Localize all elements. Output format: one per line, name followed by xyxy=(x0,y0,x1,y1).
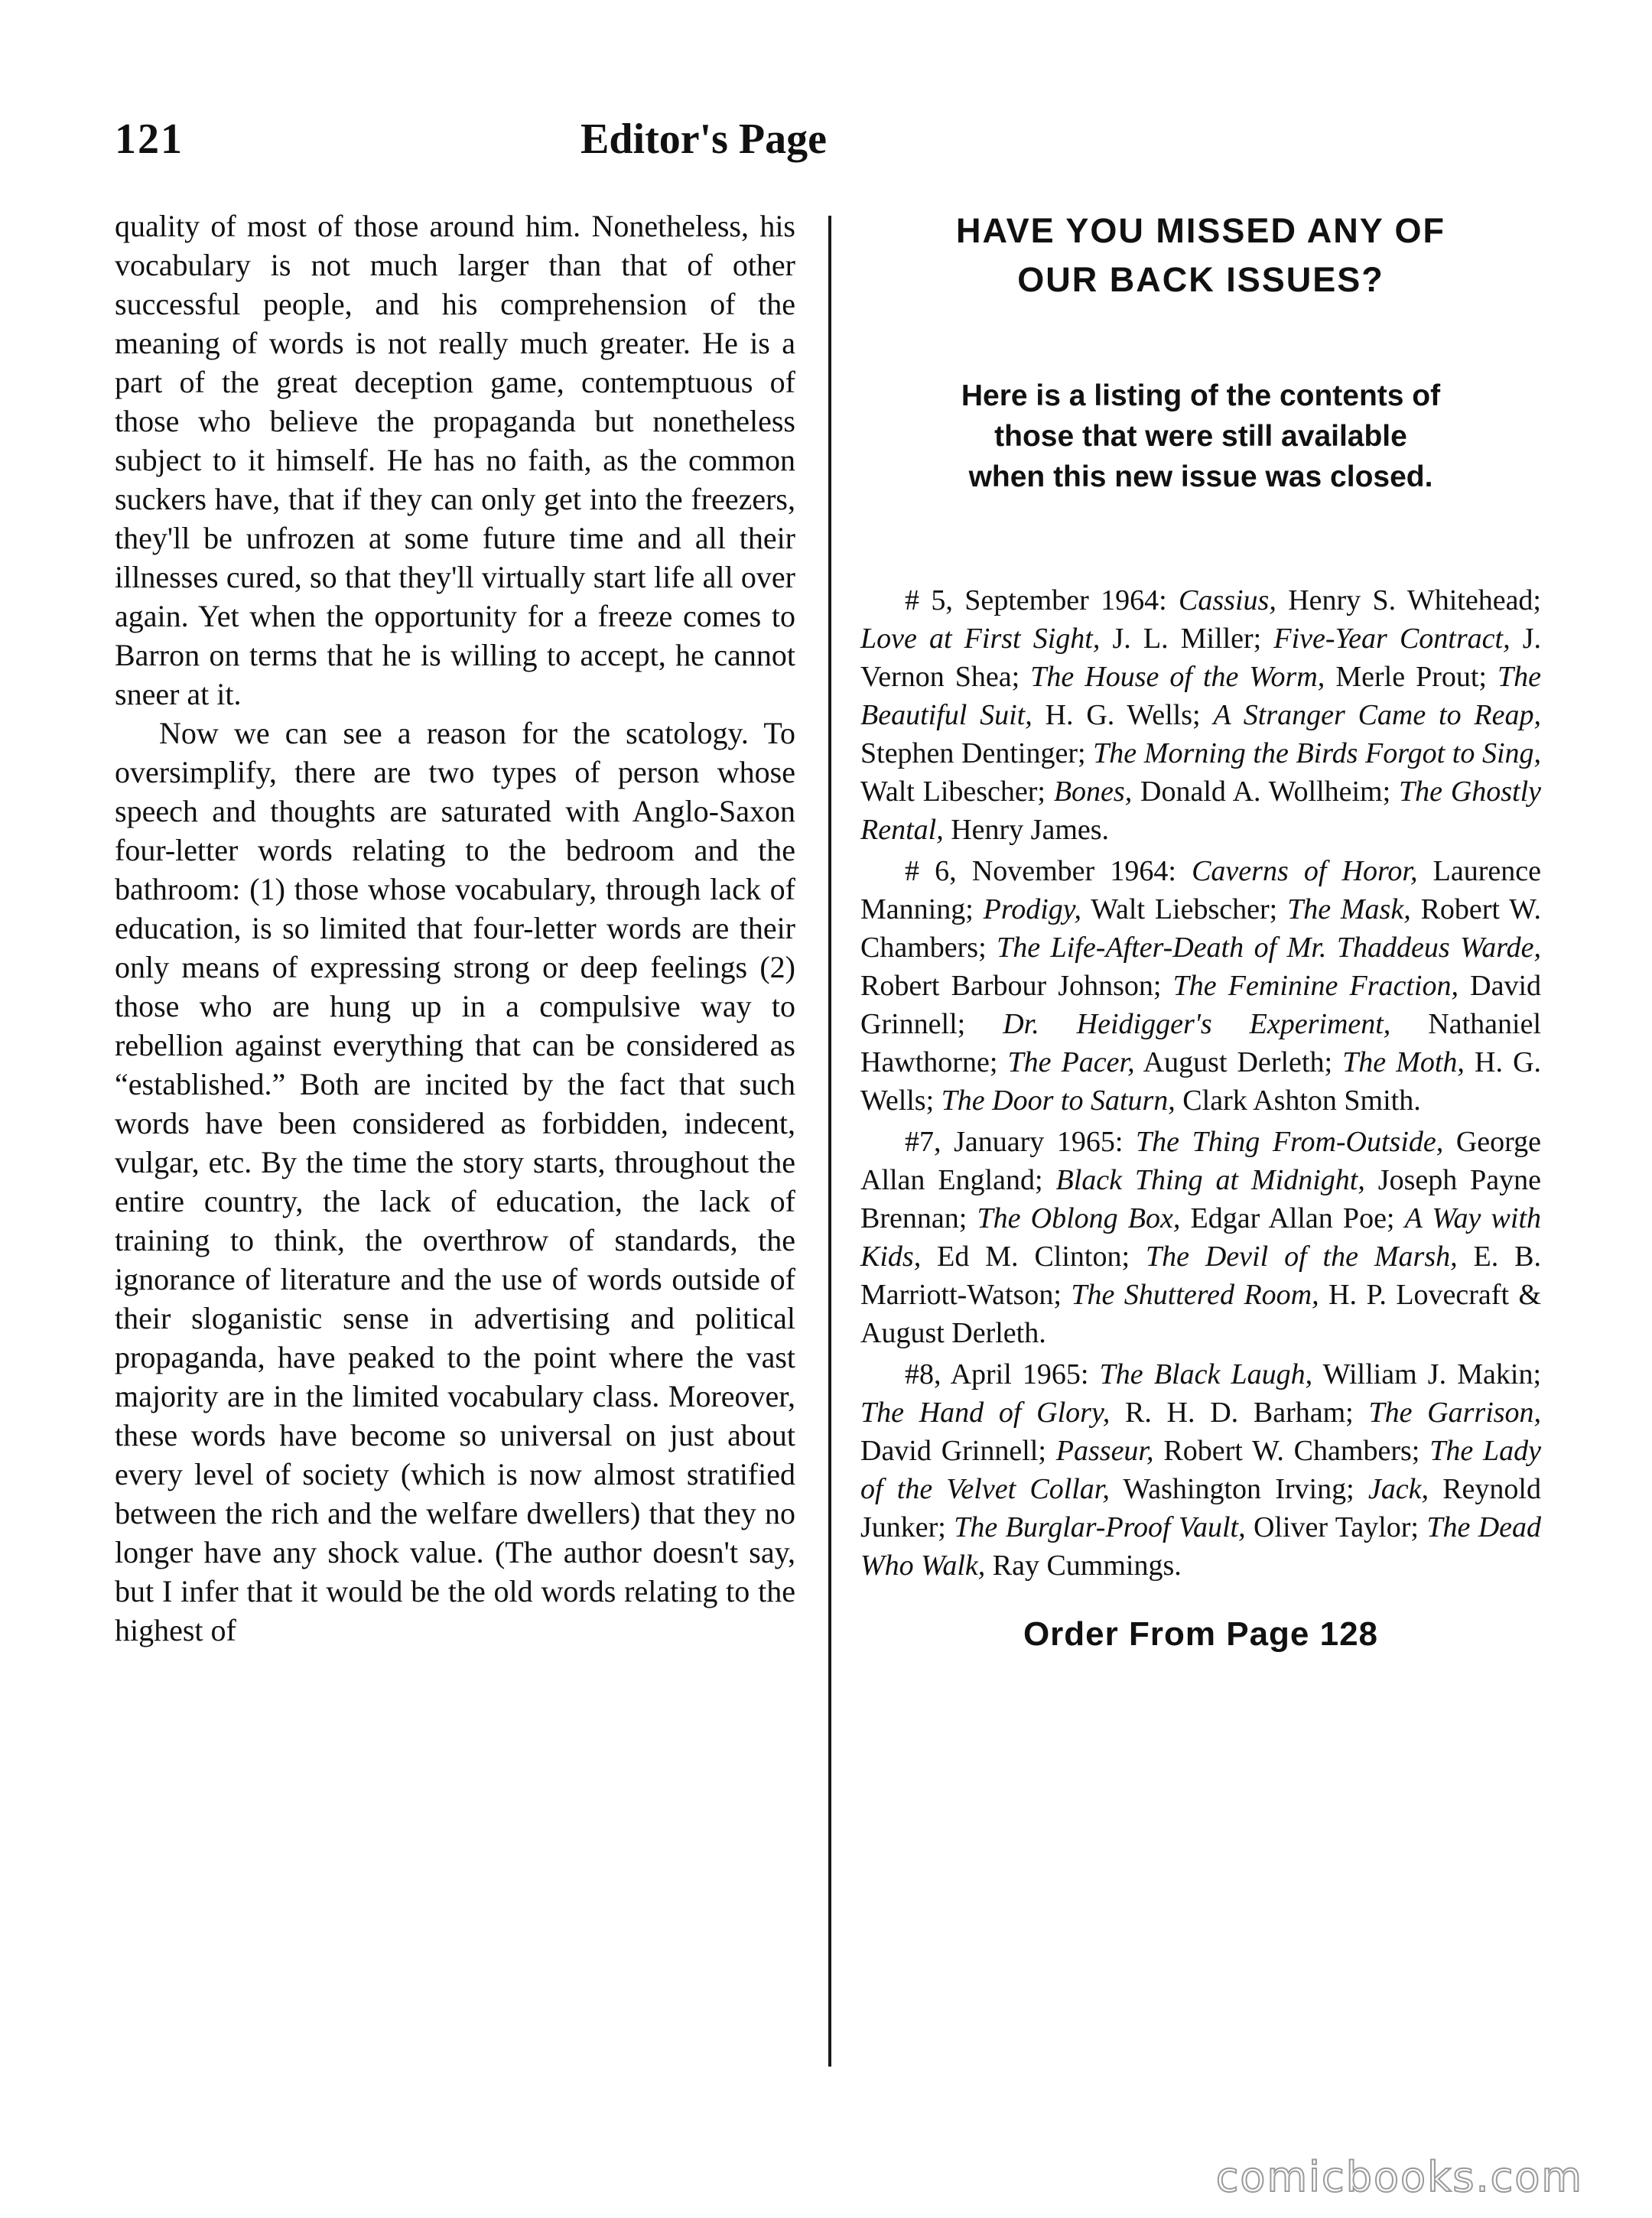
story-author: H. P. Lovecraft & August Derleth. xyxy=(860,1279,1542,1349)
page-number: 121 xyxy=(115,115,184,163)
issue-listing xyxy=(860,852,1541,1120)
story-title: The Oblong Box, xyxy=(977,1202,1181,1234)
story-author: Ray Cummings. xyxy=(992,1550,1182,1582)
story-title: The Dead Who Walk, xyxy=(860,1511,1541,1582)
story-title: The Door to Saturn, xyxy=(941,1085,1176,1117)
story-author: William J. Makin; xyxy=(1322,1358,1542,1390)
story-author: Walt Liebscher; xyxy=(1091,893,1278,925)
issue-listing xyxy=(860,1355,1541,1585)
story-title: The Devil of the Marsh, xyxy=(1145,1241,1458,1273)
back-issues-ad xyxy=(860,207,1541,1654)
watermark-logo: comicbooks.com xyxy=(1215,2153,1583,2201)
story-author: H. G. Wells; xyxy=(1045,699,1201,731)
story-author: Henry James. xyxy=(951,814,1110,846)
story-author: George Allan England; xyxy=(860,1126,1542,1196)
issue-listing xyxy=(860,581,1541,849)
issue-list xyxy=(860,581,1541,1585)
page-header xyxy=(115,115,987,184)
story-title: The Black Laugh, xyxy=(1099,1358,1313,1390)
story-author: David Grinnell; xyxy=(860,970,1542,1040)
story-author: Joseph Payne Brennan; xyxy=(860,1164,1542,1234)
story-author: Robert W. Chambers; xyxy=(860,893,1542,964)
story-title: Caverns of Horor, xyxy=(1192,855,1418,887)
story-author: Reynold Junker; xyxy=(860,1473,1541,1543)
issue-label: # 6, November 1964: xyxy=(905,855,1176,887)
story-title: The Pacer, xyxy=(1007,1046,1135,1078)
story-title: The Feminine Fraction, xyxy=(1172,970,1459,1002)
editorial-column xyxy=(115,207,795,1650)
story-author: Washington Irving; xyxy=(1123,1473,1354,1505)
story-author: Donald A. Wollheim; xyxy=(1140,776,1391,808)
issue-listing xyxy=(860,1123,1541,1352)
ad-heading-line: OUR BACK ISSUES? xyxy=(1017,260,1384,299)
story-title: The Life-After-Death of Mr. Thaddeus Warde, xyxy=(997,932,1542,964)
story-title: The Garrison, xyxy=(1368,1397,1542,1429)
editorial-paragraph: Now we can see a reason for the scatology. To oversimplify, there are two types of person whose speech and thoughts are saturated with Anglo-Saxon four-letter words relating to the bedroom and the bathroom: (1) those whose vocabulary, through lack of education, is so limited that four-letter words are their only means of expressing strong or deep feelings (2) those who are hung up in a compulsive way to rebellion against everything that can be considered as “established.” Both are incited by the fact that such words have been considered as forbidden, indecent, vulgar, etc. By the time the story starts, throughout the entire country, the lack of education, the lack of training to think, the overthrow of standards, the ignorance of literature and the use of words outside of their sloganistic sense in advertising and political propaganda, have peaked to the point where the vast majority are in the limited vocabulary class. Moreover, these words have become so universal on just about every level of society (which is now almost stratified between the rich and the welfare dwellers) that they no longer have any shock value. (The author doesn't say, but I infer that it would be the old words relating to the highest of xyxy=(115,716,795,1647)
story-title: Prodigy, xyxy=(983,893,1082,925)
story-author: J. L. Miller; xyxy=(1112,623,1262,655)
story-title: A Way with Kids, xyxy=(860,1202,1542,1273)
story-title: Five-Year Contract, xyxy=(1273,623,1511,655)
story-author: Laurence Manning; xyxy=(860,855,1541,925)
issue-label: #7, January 1965: xyxy=(905,1126,1124,1158)
story-title: The Thing From-Outside, xyxy=(1136,1126,1444,1158)
order-note: Order From Page 128 xyxy=(1023,1615,1379,1653)
story-title: The Ghostly Rental, xyxy=(860,776,1542,846)
column-divider xyxy=(828,216,831,2067)
story-title: The Moth, xyxy=(1342,1046,1465,1078)
story-title: The Mask, xyxy=(1287,893,1411,925)
story-title: The House of the Worm, xyxy=(1030,661,1325,693)
story-author: Walt Libescher; xyxy=(860,776,1046,808)
story-author: H. G. Wells; xyxy=(860,1046,1542,1117)
ad-heading-line: HAVE YOU MISSED ANY OF xyxy=(956,211,1446,250)
ad-intro: Here is a listing of the contents of those that were still available when this new issue was closed. xyxy=(961,379,1441,493)
story-author: Merle Prout; xyxy=(1335,661,1487,693)
story-title: Bones, xyxy=(1053,776,1133,808)
story-author: Oliver Taylor; xyxy=(1253,1511,1419,1543)
story-title: Black Thing at Midnight, xyxy=(1055,1164,1365,1196)
story-author: Ed M. Clinton; xyxy=(937,1241,1130,1273)
story-title: The Burglar-Proof Vault, xyxy=(954,1511,1246,1543)
story-title: Jack, xyxy=(1367,1473,1429,1505)
story-author: David Grinnell; xyxy=(860,1435,1046,1467)
story-title: Passeur, xyxy=(1055,1435,1154,1467)
ad-heading xyxy=(860,207,1541,304)
issue-label: # 5, September 1964: xyxy=(905,584,1167,616)
story-title: The Lady of the Velvet Collar, xyxy=(860,1435,1542,1505)
story-title: Cassius, xyxy=(1179,584,1276,616)
story-author: Robert W. Chambers; xyxy=(1163,1435,1420,1467)
story-author: Clark Ashton Smith. xyxy=(1182,1085,1421,1117)
story-title: The Shuttered Room, xyxy=(1071,1279,1319,1311)
story-title: The Beautiful Suit, xyxy=(860,661,1542,731)
story-title: The Hand of Glory, xyxy=(860,1397,1111,1429)
story-author: Henry S. Whitehead; xyxy=(1288,584,1541,616)
story-author: J. Vernon Shea; xyxy=(860,623,1541,693)
story-author: R. H. D. Barham; xyxy=(1124,1397,1354,1429)
story-author: Robert Barbour Johnson; xyxy=(860,970,1162,1002)
page-title: Editor's Page xyxy=(580,115,827,163)
editorial-paragraph: quality of most of those around him. Nonetheless, his vocabulary is not much larger than that of other successful people, and his comprehension of the meaning of words is not really much greater. He is a part of the great deception game, contemptuous of those who believe the propaganda but nonetheless subject to it himself. He has no faith, as the common suckers have, that if they can only get into the freezers, they'll be unfrozen at some future time and all their illnesses cured, so that they'll virtually start life all over again. Yet when the opportunity for a freeze comes to Barron on terms that he is willing to accept, he cannot sneer at it. xyxy=(115,209,795,711)
story-title: A Stranger Came to Reap, xyxy=(1213,699,1541,731)
story-author: Nathaniel Hawthorne; xyxy=(860,1008,1542,1078)
issue-label: #8, April 1965: xyxy=(905,1358,1089,1390)
story-title: Dr. Heidigger's Experiment, xyxy=(1003,1008,1391,1040)
story-title: The Morning the Birds Forgot to Sing, xyxy=(1093,737,1541,769)
story-author: Edgar Allan Poe; xyxy=(1190,1202,1395,1234)
story-author: August Derleth; xyxy=(1143,1046,1333,1078)
story-title: Love at First Sight, xyxy=(860,623,1101,655)
story-author: E. B. Marriott-Watson; xyxy=(860,1241,1542,1311)
story-author: Stephen Dentinger; xyxy=(860,737,1086,769)
